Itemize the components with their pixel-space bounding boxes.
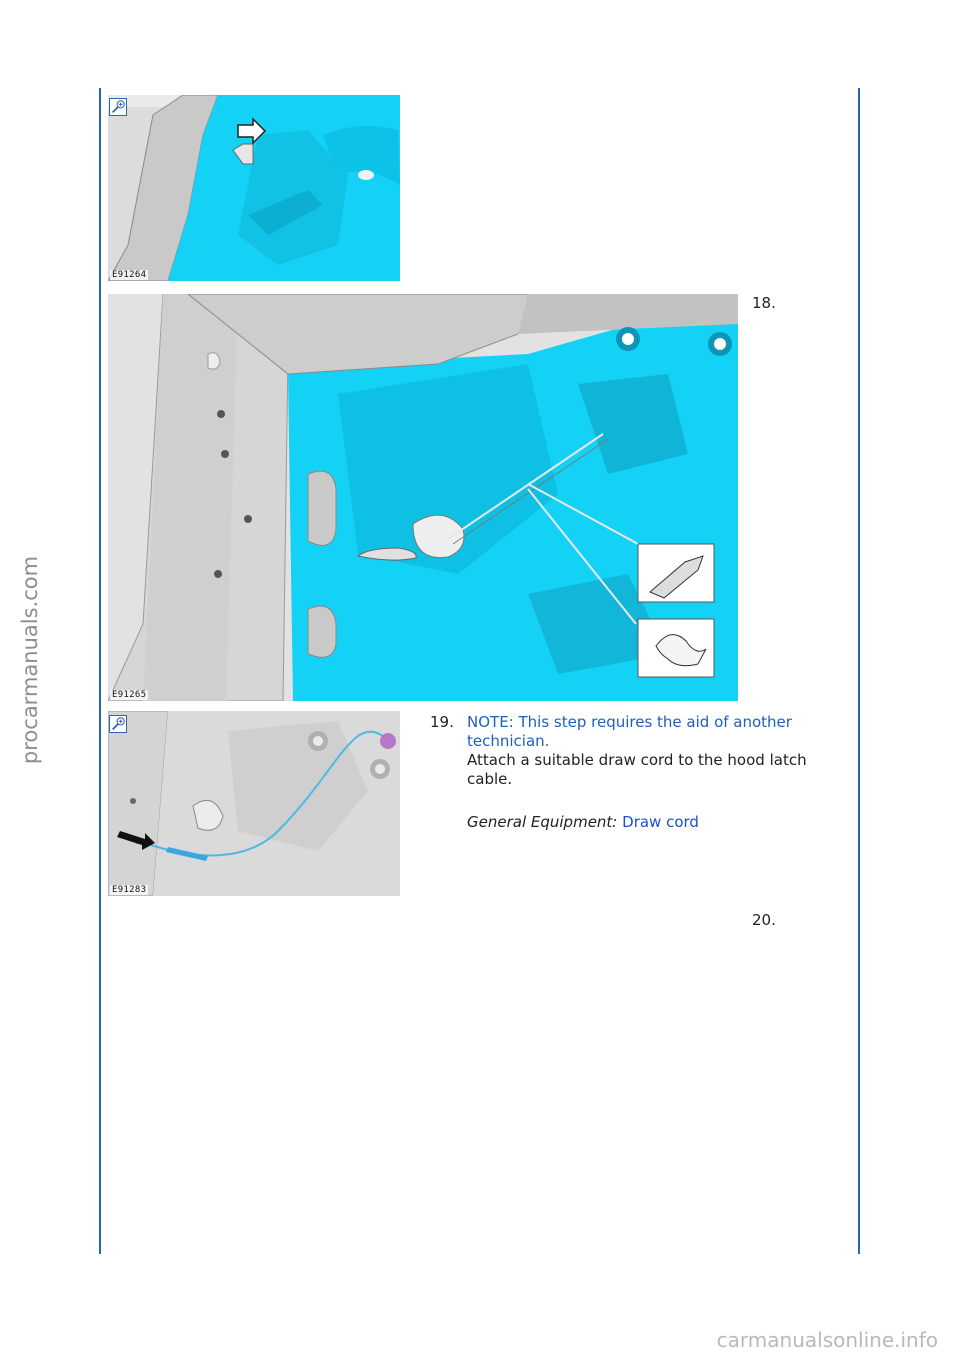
step-20-number: 20. [752,911,776,929]
equipment-label: General Equipment: [467,813,618,831]
step-18-number: 18. [752,294,776,312]
step-19-note: NOTE: This step requires the aid of another technician. [467,713,792,750]
figure-e91264 [108,95,400,281]
figure-e91265-illustration [108,294,738,701]
figure-code: E91283 [112,885,147,895]
figure-e91265 [108,294,738,701]
step-19-equipment [467,813,699,831]
figure-e91264-illustration [108,95,400,281]
figure-e91283-illustration [108,711,400,896]
figure-code: E91265 [112,690,147,700]
watermark-left: procarmanuals.com [18,555,42,765]
zoom-in-icon [110,716,126,732]
figure-code: E91264 [112,270,147,280]
step-19-number: 19. [430,713,454,731]
right-margin-rule [858,88,860,1254]
zoom-button-figure-1[interactable] [109,98,127,116]
step-19-content [467,713,837,789]
zoom-in-icon [110,99,126,115]
figure-e91283 [108,711,400,896]
step-19-instruction: Attach a suitable draw cord to the hood latch cable. [467,751,807,788]
zoom-button-figure-3[interactable] [109,715,127,733]
watermark-bottom: carmanualsonline.info [716,1328,938,1352]
left-margin-rule [99,88,101,1254]
draw-cord-link[interactable]: Draw cord [622,813,699,831]
